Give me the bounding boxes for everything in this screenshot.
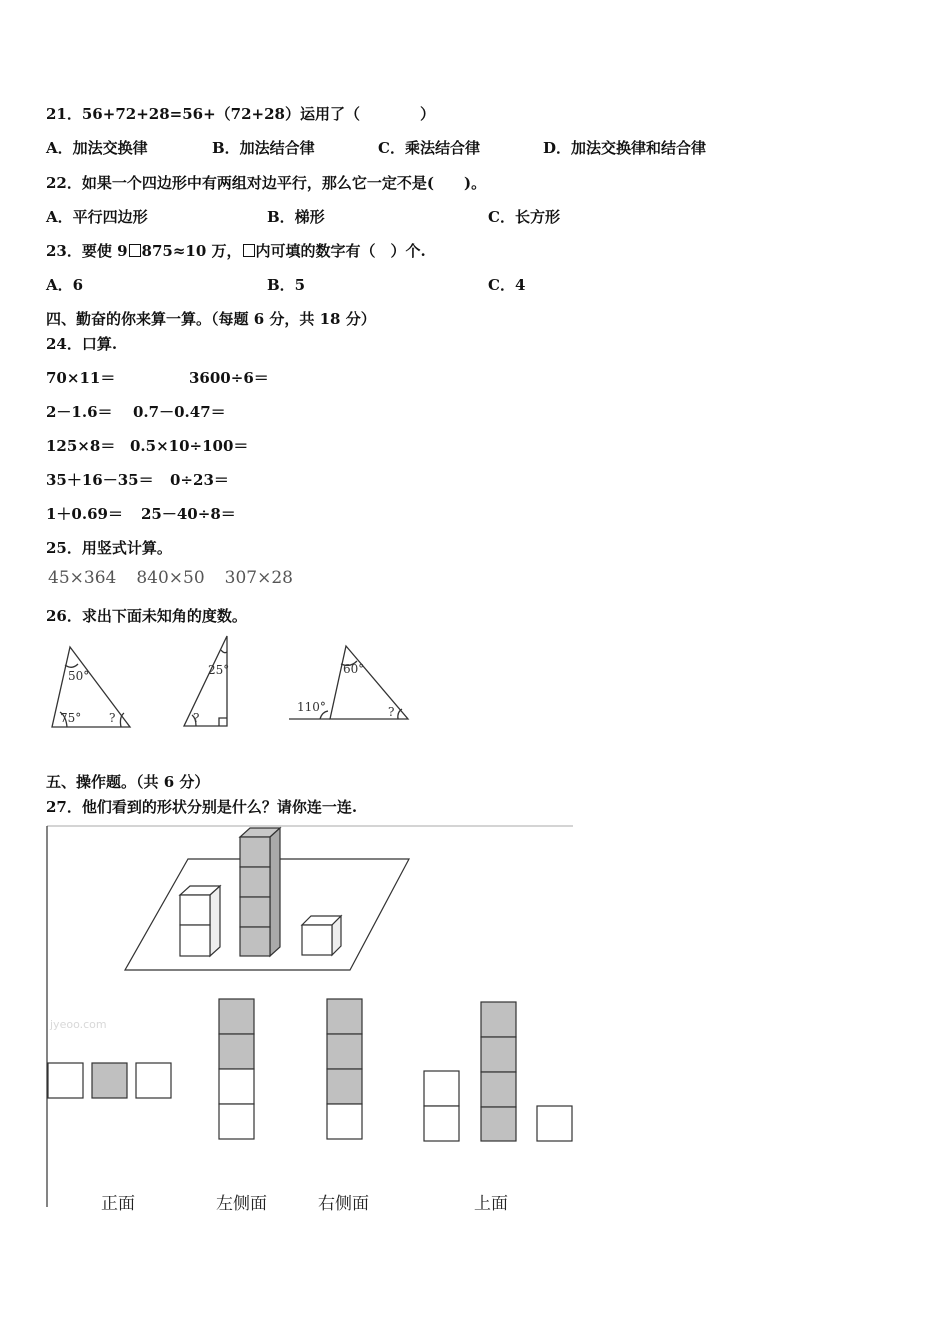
q22-option-a[interactable]: A．平行四边形 xyxy=(46,208,148,226)
label-front[interactable]: 正面 xyxy=(101,1194,135,1214)
t1-angle-top: 50° xyxy=(68,669,90,683)
t3-angle-exterior: 110° xyxy=(297,700,326,714)
q24-item: 2－1.6＝ xyxy=(46,403,113,421)
view-left-side[interactable] xyxy=(219,999,254,1139)
middle-stack xyxy=(240,828,280,956)
t1-angle-left: 75° xyxy=(60,711,82,725)
q23-stem-c: 内可填的数字有（ ）个. xyxy=(255,242,426,260)
q24-item: 25－40÷8＝ xyxy=(141,505,236,523)
q24-item: 1＋0.69＝ xyxy=(46,505,123,523)
watermark: jyeoo.com xyxy=(50,1018,107,1031)
left-stack xyxy=(180,886,220,956)
q22-option-b[interactable]: B．梯形 xyxy=(267,208,325,226)
triangle-2 xyxy=(184,636,229,726)
t2-angle-unknown: ? xyxy=(193,711,200,725)
q21-option-d[interactable]: D．加法交换律和结合律 xyxy=(543,139,707,157)
q22-stem: 22．如果一个四边形中有两组对边平行，那么它一定不是( )。 xyxy=(46,174,487,192)
t2-angle-top: 25° xyxy=(208,663,230,677)
q24-stem: 24．口算. xyxy=(46,335,118,353)
q23-stem-a: 23．要使 9 xyxy=(46,242,128,260)
q24-item: 125×8＝ xyxy=(46,437,116,455)
q25-item: 840×50 xyxy=(136,568,205,588)
q24-item: 3600÷6＝ xyxy=(189,369,269,387)
q23-option-c[interactable]: C．4 xyxy=(488,276,526,294)
q24-item: 70×11＝ xyxy=(46,369,116,387)
q24-item: 0÷23＝ xyxy=(170,471,229,489)
q27-stem: 27．他们看到的形状分别是什么？请你连一连. xyxy=(46,798,358,816)
t3-angle-unknown: ? xyxy=(388,705,395,719)
q21-option-a[interactable]: A．加法交换律 xyxy=(46,139,148,157)
q24-item: 35＋16－35＝ xyxy=(46,471,154,489)
q24-item: 0.5×10÷100＝ xyxy=(130,437,249,455)
right-cube xyxy=(302,916,341,955)
view-front[interactable] xyxy=(48,1063,171,1098)
view-right-side[interactable] xyxy=(327,999,362,1139)
view-top[interactable] xyxy=(424,1002,572,1141)
q22-option-c[interactable]: C．长方形 xyxy=(488,208,560,226)
q25-stem: 25．用竖式计算。 xyxy=(46,539,172,557)
q23-option-b[interactable]: B．5 xyxy=(267,276,306,294)
t1-angle-right: ? xyxy=(109,711,116,725)
label-left-side[interactable]: 左侧面 xyxy=(216,1194,267,1214)
label-right-side[interactable]: 右侧面 xyxy=(318,1194,369,1214)
q23-option-a[interactable]: A．6 xyxy=(46,276,84,294)
triangle-1 xyxy=(52,647,130,727)
q21-option-b[interactable]: B．加法结合律 xyxy=(212,139,315,157)
q25-item: 45×364 xyxy=(48,568,117,588)
q21-option-c[interactable]: C．乘法结合律 xyxy=(378,139,480,157)
q24-item: 0.7－0.47＝ xyxy=(133,403,226,421)
q27-figure xyxy=(47,826,573,1207)
t3-angle-top: 60° xyxy=(343,662,365,676)
q26-stem: 26．求出下面未知角的度数。 xyxy=(46,607,247,625)
section5-title: 五、操作题。（共 6 分） xyxy=(46,773,210,791)
q25-item: 307×28 xyxy=(224,568,293,588)
triangle-3 xyxy=(289,646,408,719)
q23-stem-b: 875≈10 万， xyxy=(141,242,242,260)
q21-stem: 21．56+72+28=56+（72+28）运用了（ ） xyxy=(46,105,435,123)
label-top[interactable]: 上面 xyxy=(474,1194,508,1214)
section4-title: 四、勤奋的你来算一算。（每题 6 分，共 18 分） xyxy=(46,310,376,328)
